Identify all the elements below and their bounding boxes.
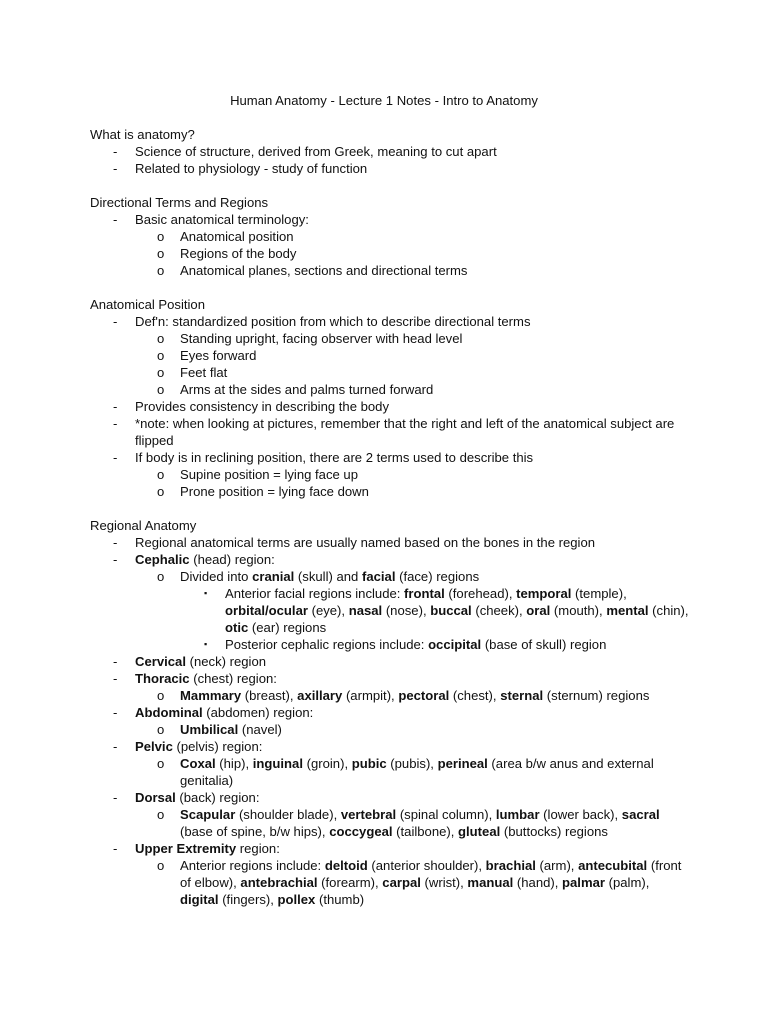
list-item bbox=[135, 857, 690, 908]
text-run: (area b/w anus and external genitalia) bbox=[180, 756, 654, 788]
bold-term: Dorsal bbox=[135, 790, 176, 805]
text-run: (head) region: bbox=[189, 552, 275, 567]
text-run: (buttocks) regions bbox=[500, 824, 608, 839]
text-run: (back) region: bbox=[175, 790, 260, 805]
bold-term: otic bbox=[225, 620, 249, 635]
list-item bbox=[135, 721, 690, 738]
dash-bullet: - bbox=[113, 144, 118, 159]
text-run: Standing upright, facing observer with head level bbox=[180, 331, 463, 346]
bold-term: cranial bbox=[252, 569, 295, 584]
dash-bullet: - bbox=[113, 314, 118, 329]
list-item-text bbox=[225, 637, 606, 652]
bold-term: coccygeal bbox=[329, 824, 393, 839]
dash-bullet: - bbox=[113, 416, 118, 431]
bold-term: orbital/ocular bbox=[225, 603, 308, 618]
bold-term: Coxal bbox=[180, 756, 216, 771]
text-run: (lower back), bbox=[539, 807, 622, 822]
text-run: (hip), bbox=[215, 756, 253, 771]
bold-term: vertebral bbox=[340, 807, 397, 822]
outline-list-level-1 bbox=[90, 313, 690, 500]
list-item bbox=[135, 483, 690, 500]
circle-bullet: o bbox=[157, 246, 165, 261]
dash-bullet: - bbox=[113, 671, 118, 686]
list-item bbox=[135, 687, 690, 704]
bold-term: buccal bbox=[430, 603, 472, 618]
list-item bbox=[90, 449, 690, 500]
text-run: Science of structure, derived from Greek, meaning to cut apart bbox=[135, 144, 497, 159]
text-run: (ear) regions bbox=[248, 620, 327, 635]
list-item bbox=[135, 330, 690, 347]
list-item-text bbox=[180, 569, 479, 584]
text-run: (navel) bbox=[238, 722, 282, 737]
list-item bbox=[135, 347, 690, 364]
list-item bbox=[90, 211, 690, 279]
list-item bbox=[180, 585, 690, 636]
list-item-text bbox=[180, 229, 294, 244]
text-run: Arms at the sides and palms turned forward bbox=[180, 382, 434, 397]
list-item-text bbox=[180, 246, 296, 261]
text-run: Def'n: standardized position from which to describe directional terms bbox=[135, 314, 531, 329]
text-run: *note: when looking at pictures, remember that the right and left of the anatomical subject are flipped bbox=[135, 416, 675, 448]
bold-term: Scapular bbox=[180, 807, 236, 822]
outline-list-level-2 bbox=[135, 721, 690, 738]
text-run: (chest) region: bbox=[189, 671, 277, 686]
list-item bbox=[90, 789, 690, 840]
text-run: (forehead), bbox=[444, 586, 517, 601]
bold-term: inguinal bbox=[252, 756, 303, 771]
list-item-text bbox=[180, 858, 681, 907]
list-item-text bbox=[135, 144, 497, 159]
list-item bbox=[135, 262, 690, 279]
text-run: (groin), bbox=[302, 756, 352, 771]
circle-bullet: o bbox=[157, 331, 165, 346]
text-run: (forearm), bbox=[317, 875, 383, 890]
outline-list-level-2 bbox=[135, 568, 690, 653]
text-run: (sternum) regions bbox=[543, 688, 650, 703]
text-run: Anatomical position bbox=[180, 229, 294, 244]
bold-term: digital bbox=[180, 892, 219, 907]
text-run: (thumb) bbox=[315, 892, 365, 907]
circle-bullet: o bbox=[157, 467, 165, 482]
outline-list-level-1 bbox=[90, 211, 690, 279]
text-run: (mouth), bbox=[550, 603, 607, 618]
list-item bbox=[90, 398, 690, 415]
dash-bullet: - bbox=[113, 535, 118, 550]
list-item bbox=[135, 381, 690, 398]
text-run: Provides consistency in describing the body bbox=[135, 399, 390, 414]
section bbox=[90, 126, 690, 177]
section-heading: What is anatomy? bbox=[90, 127, 195, 142]
text-run: Related to physiology - study of function bbox=[135, 161, 368, 176]
list-item-text bbox=[180, 722, 282, 737]
bold-term: Cervical bbox=[135, 654, 186, 669]
bold-term: Upper Extremity bbox=[135, 841, 237, 856]
circle-bullet: o bbox=[157, 722, 165, 737]
list-item bbox=[180, 636, 690, 653]
circle-bullet: o bbox=[157, 348, 165, 363]
bold-term: pubic bbox=[351, 756, 387, 771]
circle-bullet: o bbox=[157, 484, 165, 499]
text-run: (wrist), bbox=[420, 875, 468, 890]
bold-term: deltoid bbox=[324, 858, 368, 873]
outline-list-level-2 bbox=[135, 755, 690, 789]
list-item-text bbox=[180, 688, 649, 703]
list-item bbox=[135, 228, 690, 245]
dash-bullet: - bbox=[113, 161, 118, 176]
list-item-text bbox=[135, 552, 275, 567]
bold-term: oral bbox=[526, 603, 551, 618]
text-run: Eyes forward bbox=[180, 348, 257, 363]
list-item bbox=[90, 653, 690, 670]
bold-term: Abdominal bbox=[135, 705, 203, 720]
bold-term: Mammary bbox=[180, 688, 242, 703]
circle-bullet: o bbox=[157, 263, 165, 278]
outline-list-level-1 bbox=[90, 534, 690, 908]
circle-bullet: o bbox=[157, 569, 165, 584]
bold-term: occipital bbox=[428, 637, 482, 652]
bold-term: brachial bbox=[485, 858, 536, 873]
list-item-text bbox=[135, 416, 674, 448]
bold-term: sacral bbox=[621, 807, 660, 822]
text-run: (spinal column), bbox=[396, 807, 496, 822]
bold-term: lumbar bbox=[495, 807, 540, 822]
list-item-text bbox=[135, 535, 595, 550]
text-run: Regional anatomical terms are usually named based on the bones in the region bbox=[135, 535, 596, 550]
list-item-text bbox=[135, 841, 280, 856]
bold-term: Thoracic bbox=[135, 671, 190, 686]
text-run: If body is in reclining position, there are 2 terms used to describe this bbox=[135, 450, 534, 465]
text-run: (cheek), bbox=[471, 603, 527, 618]
list-item-text bbox=[225, 586, 689, 635]
bold-term: perineal bbox=[437, 756, 488, 771]
bold-term: mental bbox=[606, 603, 649, 618]
outline-list-level-3 bbox=[180, 585, 690, 653]
text-run: (neck) region bbox=[185, 654, 267, 669]
text-run: Supine position = lying face up bbox=[180, 467, 358, 482]
list-item bbox=[135, 755, 690, 789]
circle-bullet: o bbox=[157, 382, 165, 397]
text-run: Basic anatomical terminology: bbox=[135, 212, 309, 227]
list-item-text bbox=[180, 365, 227, 380]
bold-term: sternal bbox=[500, 688, 544, 703]
dash-bullet: - bbox=[113, 212, 118, 227]
circle-bullet: o bbox=[157, 688, 165, 703]
text-run: Divided into bbox=[180, 569, 253, 584]
outline-list-level-2 bbox=[135, 857, 690, 908]
section-heading: Anatomical Position bbox=[90, 297, 205, 312]
text-run: (arm), bbox=[535, 858, 579, 873]
dash-bullet: - bbox=[113, 705, 118, 720]
bold-term: nasal bbox=[348, 603, 383, 618]
text-run: Posterior cephalic regions include: bbox=[225, 637, 429, 652]
dash-bullet: - bbox=[113, 654, 118, 669]
text-run: (hand), bbox=[513, 875, 563, 890]
section-heading: Directional Terms and Regions bbox=[90, 195, 269, 210]
dash-bullet: - bbox=[113, 790, 118, 805]
dash-bullet: - bbox=[113, 450, 118, 465]
text-run: region: bbox=[236, 841, 280, 856]
text-run: (breast), bbox=[241, 688, 298, 703]
outline-list-level-2 bbox=[135, 466, 690, 500]
section bbox=[90, 194, 690, 279]
bold-term: pollex bbox=[277, 892, 316, 907]
list-item bbox=[90, 670, 690, 704]
square-bullet: ▪ bbox=[204, 639, 208, 649]
text-run: (pubis), bbox=[386, 756, 438, 771]
bold-term: palmar bbox=[562, 875, 605, 890]
bold-term: Umbilical bbox=[180, 722, 239, 737]
square-bullet: ▪ bbox=[204, 588, 208, 598]
circle-bullet: o bbox=[157, 858, 165, 873]
text-run: (temple), bbox=[571, 586, 627, 601]
text-run: Anterior regions include: bbox=[180, 858, 325, 873]
text-run: (base of skull) region bbox=[481, 637, 607, 652]
list-item bbox=[135, 568, 690, 653]
bold-term: Pelvic bbox=[135, 739, 173, 754]
text-run: Anatomical planes, sections and directional terms bbox=[180, 263, 468, 278]
outline-list-level-1 bbox=[90, 143, 690, 177]
list-item-text bbox=[135, 654, 266, 669]
list-item-text bbox=[135, 671, 277, 686]
bold-term: antebrachial bbox=[240, 875, 318, 890]
text-run: Regions of the body bbox=[180, 246, 297, 261]
list-item bbox=[90, 160, 690, 177]
bold-term: manual bbox=[467, 875, 514, 890]
text-run: (shoulder blade), bbox=[235, 807, 341, 822]
list-item-text bbox=[135, 314, 531, 329]
bold-term: antecubital bbox=[578, 858, 648, 873]
list-item bbox=[90, 551, 690, 653]
outline-list-level-2 bbox=[135, 687, 690, 704]
text-run: (skull) and bbox=[294, 569, 362, 584]
bold-term: gluteal bbox=[458, 824, 501, 839]
list-item bbox=[90, 534, 690, 551]
text-run: (fingers), bbox=[218, 892, 278, 907]
text-run: Prone position = lying face down bbox=[180, 484, 369, 499]
list-item-text bbox=[135, 161, 367, 176]
bold-term: carpal bbox=[382, 875, 421, 890]
list-item-text bbox=[180, 756, 654, 788]
list-item bbox=[135, 245, 690, 262]
circle-bullet: o bbox=[157, 229, 165, 244]
list-item-text bbox=[135, 399, 389, 414]
list-item-text bbox=[180, 331, 462, 346]
section bbox=[90, 517, 690, 908]
list-item-text bbox=[180, 807, 660, 839]
bold-term: pectoral bbox=[398, 688, 450, 703]
dash-bullet: - bbox=[113, 399, 118, 414]
text-run: (anterior shoulder), bbox=[367, 858, 486, 873]
text-run: Anterior facial regions include: bbox=[225, 586, 405, 601]
list-item-text bbox=[180, 484, 369, 499]
text-run: (eye), bbox=[307, 603, 349, 618]
list-item-text bbox=[135, 705, 313, 720]
text-run: (tailbone), bbox=[392, 824, 459, 839]
bold-term: facial bbox=[361, 569, 396, 584]
document-body bbox=[90, 126, 690, 925]
list-item-text bbox=[135, 739, 262, 754]
bold-term: axillary bbox=[297, 688, 343, 703]
list-item bbox=[90, 143, 690, 160]
list-item-text bbox=[135, 212, 309, 227]
outline-list-level-2 bbox=[135, 806, 690, 840]
bold-term: temporal bbox=[516, 586, 572, 601]
circle-bullet: o bbox=[157, 756, 165, 771]
text-run: (palm), bbox=[604, 875, 650, 890]
list-item-text bbox=[135, 790, 259, 805]
outline-list-level-2 bbox=[135, 228, 690, 279]
list-item bbox=[90, 704, 690, 738]
section-heading: Regional Anatomy bbox=[90, 518, 197, 533]
text-run: (face) regions bbox=[395, 569, 480, 584]
text-run: (nose), bbox=[382, 603, 431, 618]
section bbox=[90, 296, 690, 500]
dash-bullet: - bbox=[113, 552, 118, 567]
list-item-text bbox=[180, 348, 256, 363]
list-item-text bbox=[180, 467, 358, 482]
bold-term: frontal bbox=[404, 586, 445, 601]
list-item bbox=[135, 466, 690, 483]
circle-bullet: o bbox=[157, 807, 165, 822]
list-item-text bbox=[135, 450, 533, 465]
text-run: (chin), bbox=[648, 603, 689, 618]
list-item bbox=[135, 364, 690, 381]
dash-bullet: - bbox=[113, 739, 118, 754]
list-item bbox=[90, 415, 690, 449]
text-run: (base of spine, b/w hips), bbox=[180, 824, 330, 839]
document-title: Human Anatomy - Lecture 1 Notes - Intro to Anatomy bbox=[230, 93, 538, 108]
bold-term: Cephalic bbox=[135, 552, 190, 567]
list-item-text bbox=[180, 382, 433, 397]
circle-bullet: o bbox=[157, 365, 165, 380]
text-run: (armpit), bbox=[342, 688, 399, 703]
list-item bbox=[90, 313, 690, 398]
list-item-text bbox=[180, 263, 467, 278]
text-run: (chest), bbox=[449, 688, 501, 703]
text-run: (pelvis) region: bbox=[172, 739, 263, 754]
list-item bbox=[90, 738, 690, 789]
list-item bbox=[90, 840, 690, 908]
text-run: (abdomen) region: bbox=[202, 705, 314, 720]
outline-list-level-2 bbox=[135, 330, 690, 398]
text-run: (front of elbow), bbox=[180, 858, 682, 890]
text-run: Feet flat bbox=[180, 365, 228, 380]
list-item bbox=[135, 806, 690, 840]
dash-bullet: - bbox=[113, 841, 118, 856]
